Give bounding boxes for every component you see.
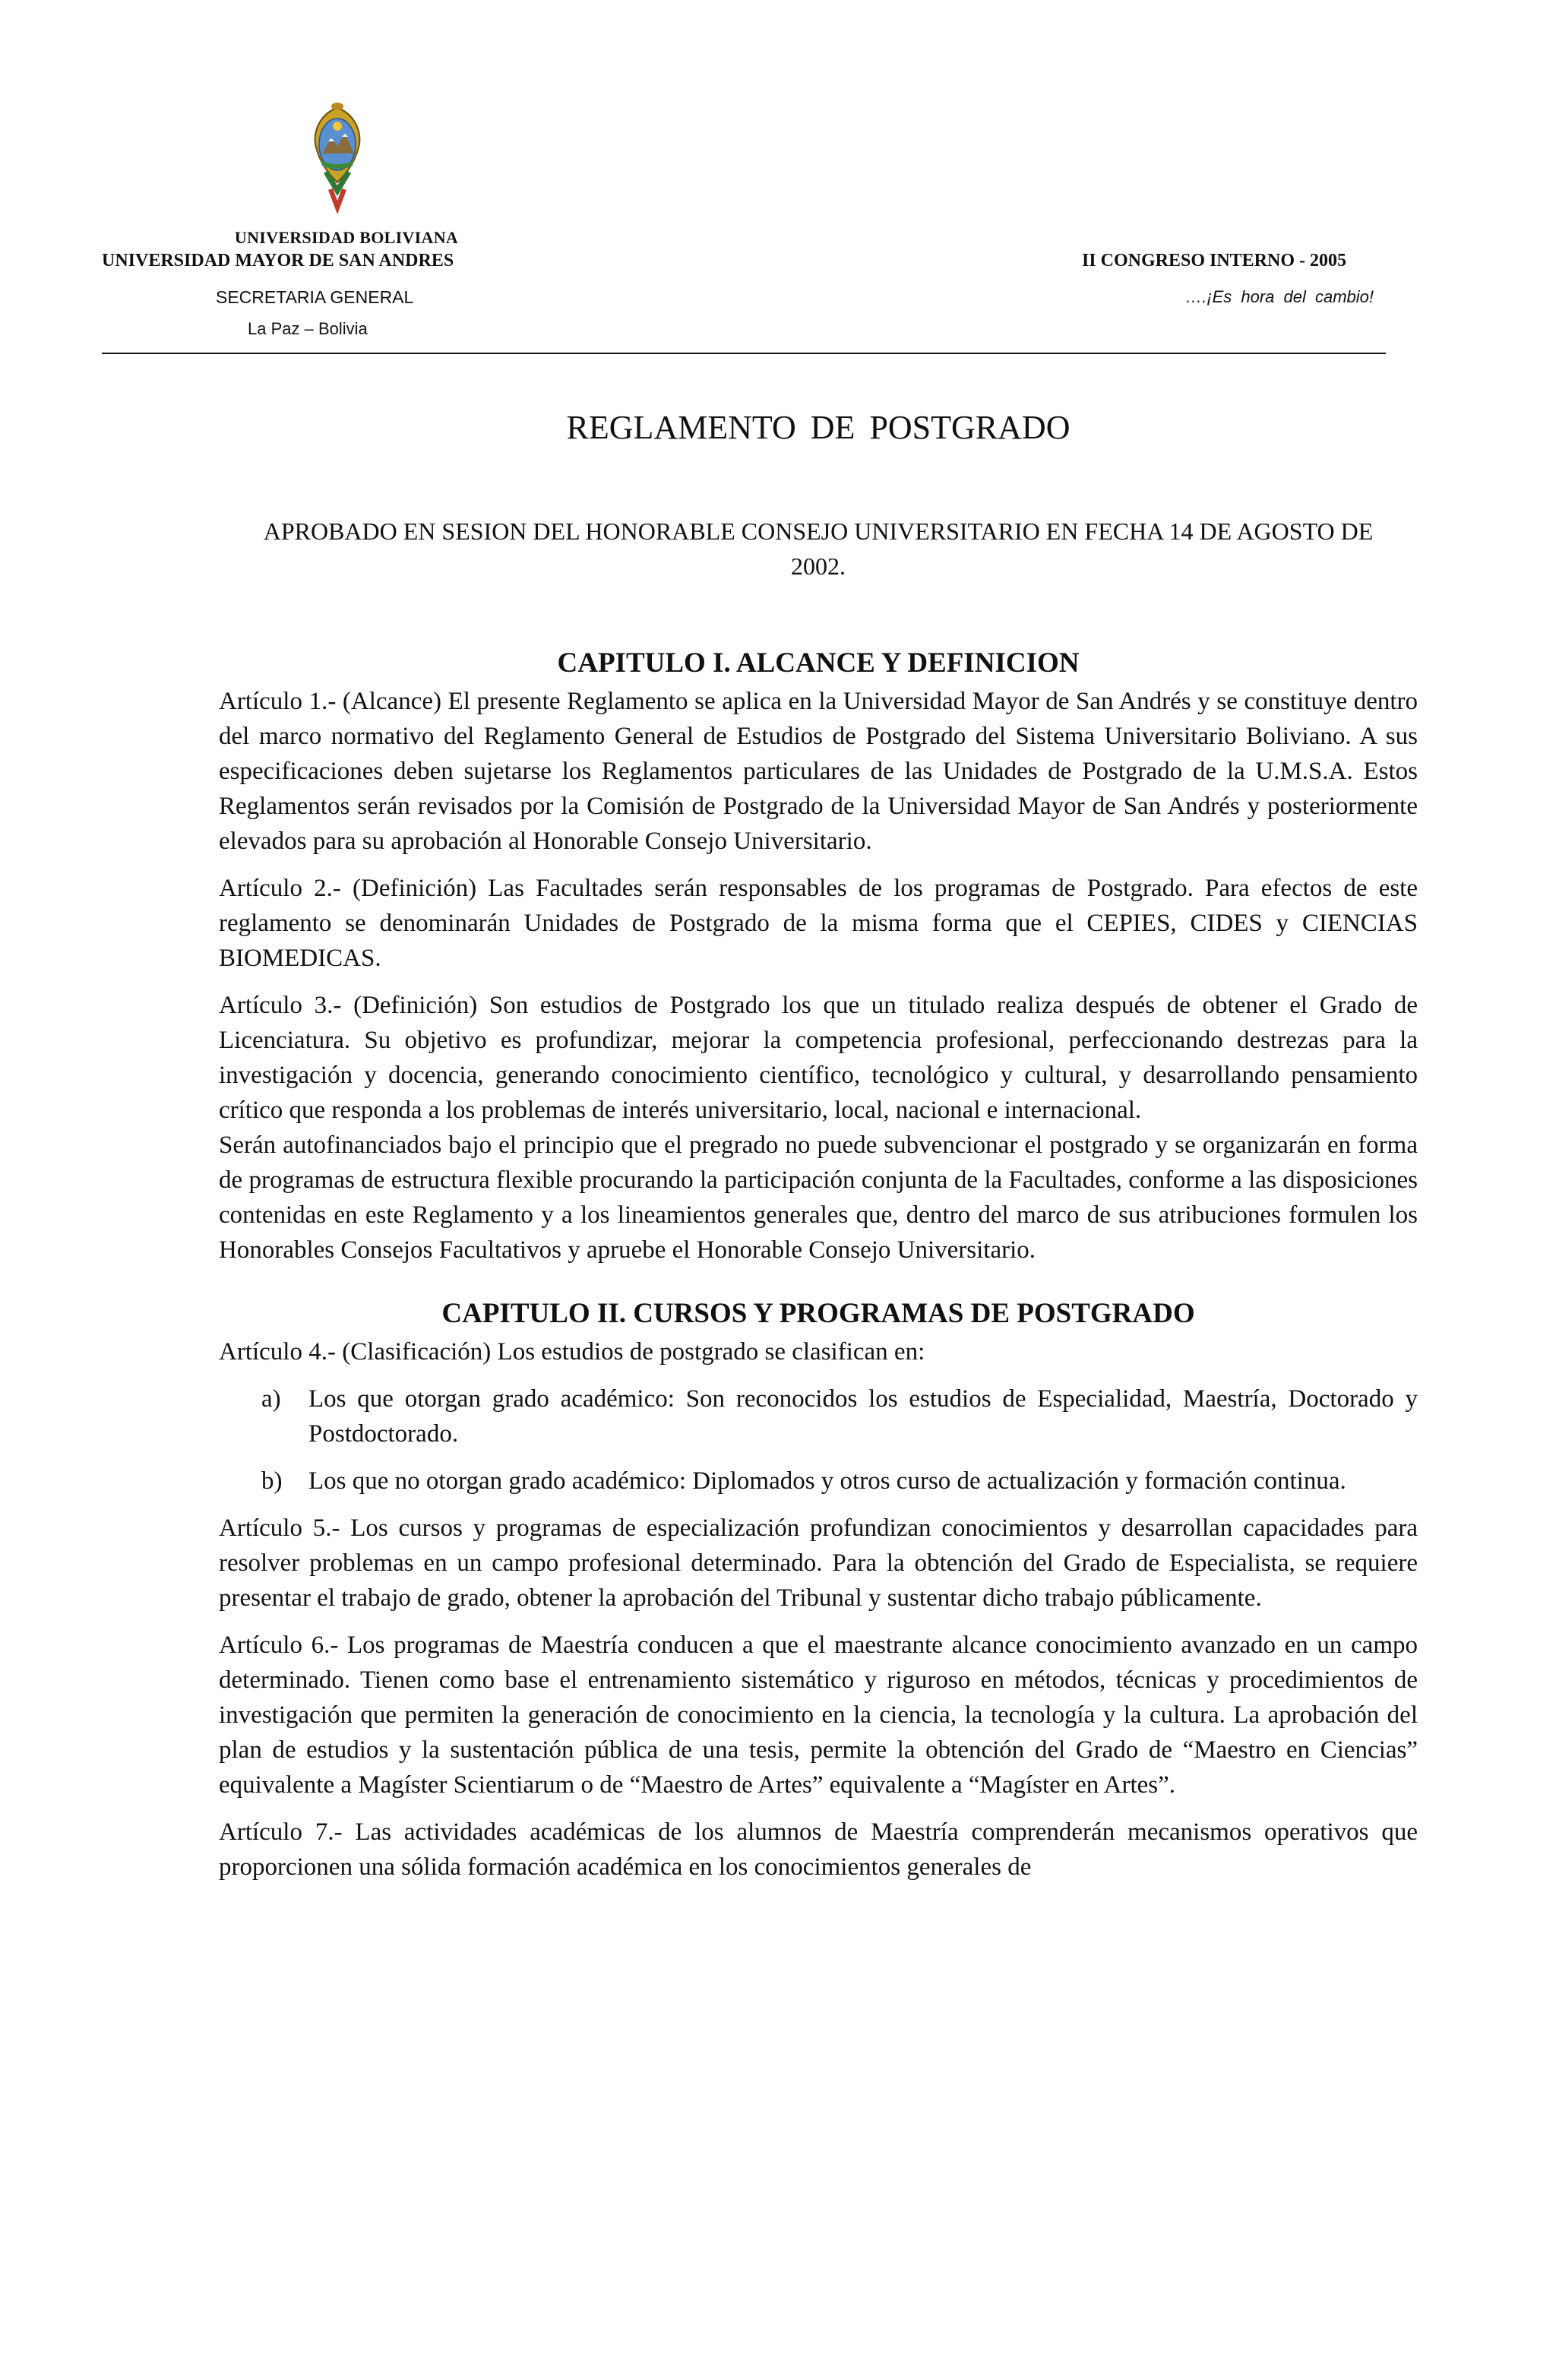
letterhead (0, 0, 1556, 357)
article-5: Artículo 5.- Los cursos y programas de especialización profundizan conocimientos y desarrollan capacidades para resolver problemas en un campo profesional determinado. Para la obtención del Grado de Especialista, se requiere presentar el trabajo de grado, obtener la aprobación del Tribunal y sustentar dicho trabajo públicamente. (219, 1514, 1418, 1612)
article-3-continued: Serán autofinanciados bajo el principio que el pregrado no puede subvencionar el postgrado y se organizarán en forma de programas de estructura flexible procurando la participación conjunta de la Facultades, conforme a las disposiciones contenidas en este Reglamento y a los lineamientos generales que, dentro del marco de sus atribuciones formulen los Honorables Consejos Facultativos y apruebe el Honorable Consejo Universitario. (219, 1131, 1418, 1264)
article-1: Artículo 1.- (Alcance) El presente Reglamento se aplica en la Universidad Mayor de San Andrés y se constituye dentro del marco normativo del Reglamento General de Estudios de Postgrado del Sistema Universitario Boliviano. A sus especificaciones deben sujetarse los Reglamentos particulares de las Unidades de Postgrado de la U.M.S.A. Estos Reglamentos serán revisados por la Comisión de Postgrado de la Universidad Mayor de San Andrés y posteriormente elevados para su aprobación al Honorable Consejo Universitario. (219, 688, 1418, 855)
article-6: Artículo 6.- Los programas de Maestría conducen a que el maestrante alcance conocimiento avanzado en un campo determinado. Tienen como base el entrenamiento sistemático y riguroso en métodos, técnicas y procedimientos de investigación que permiten la generación de conocimiento en la ciencia, la tecnología y la cultura. La aprobación del plan de estudios y la sustentación pública de una tesis, permite la obtención del Grado de “Maestro en Ciencias” equivalente a Magíster Scientiarum o de “Maestro de Artes” equivalente a “Magíster en Artes”. (219, 1632, 1418, 1799)
university-seal-icon (305, 100, 369, 222)
city-label: La Paz – Bolivia (248, 319, 368, 338)
list-item-text: Los que otorgan grado académico: Son reconocidos los estudios de Especialidad, Maestría, Doctorado y Postdoctorado. (308, 1385, 1418, 1448)
article-7: Artículo 7.- Las actividades académicas de los alumnos de Maestría comprenderán mecanismos operativos que proporcionen una sólida formación académica en los conocimientos generales de (219, 1818, 1418, 1881)
list-item (219, 1381, 1418, 1451)
slogan-label: ….¡Es hora del cambio! (1185, 287, 1374, 306)
article-4: Artículo 4.- (Clasificación) Los estudios de postgrado se clasifican en: (219, 1338, 925, 1366)
header-divider (102, 353, 1386, 354)
university-line-2: UNIVERSIDAD MAYOR DE SAN ANDRES (102, 251, 454, 271)
article-3: Artículo 3.- (Definición) Son estudios de Postgrado los que un titulado realiza después de obtener el Grado de Licenciatura. Su objetivo es profundizar, mejorar la competencia profesional, perfeccionando destrezas para la investigación y docencia, generando conocimiento científico, tecnológico y cultural, y desarrollando pensamiento crítico que responda a los problemas de interés universitario, local, nacional e internacional. (219, 992, 1418, 1124)
chapter-1-title: CAPITULO I. ALCANCE Y DEFINICION (557, 647, 1080, 679)
document-body (219, 403, 1418, 1885)
secretaria-label: SECRETARIA GENERAL (216, 287, 414, 307)
list-marker: b) (261, 1467, 283, 1495)
document-title: REGLAMENTO DE POSTGRADO (566, 409, 1071, 446)
congress-label: II CONGRESO INTERNO - 2005 (1081, 251, 1346, 271)
list-item-text: Los que no otorgan grado académico: Diplomados y otros curso de actualización y formación continua. (308, 1467, 1346, 1495)
chapter-2-title: CAPITULO II. CURSOS Y PROGRAMAS DE POSTGRADO (441, 1298, 1195, 1329)
list-marker: a) (261, 1385, 281, 1413)
article-2: Artículo 2.- (Definición) Las Facultades serán responsables de los programas de Postgrado. Para efectos de este reglamento se denominarán Unidades de Postgrado de la misma forma que el CEPIES, CIDES y CIENCIAS BIOMEDICAS. (219, 875, 1418, 972)
university-line-1: UNIVERSIDAD BOLIVIANA (234, 228, 459, 247)
list-item (219, 1464, 1418, 1499)
approval-note: APROBADO EN SESION DEL HONORABLE CONSEJO UNIVERSITARIO EN FECHA 14 DE AGOSTO DE 2002. (263, 517, 1374, 580)
